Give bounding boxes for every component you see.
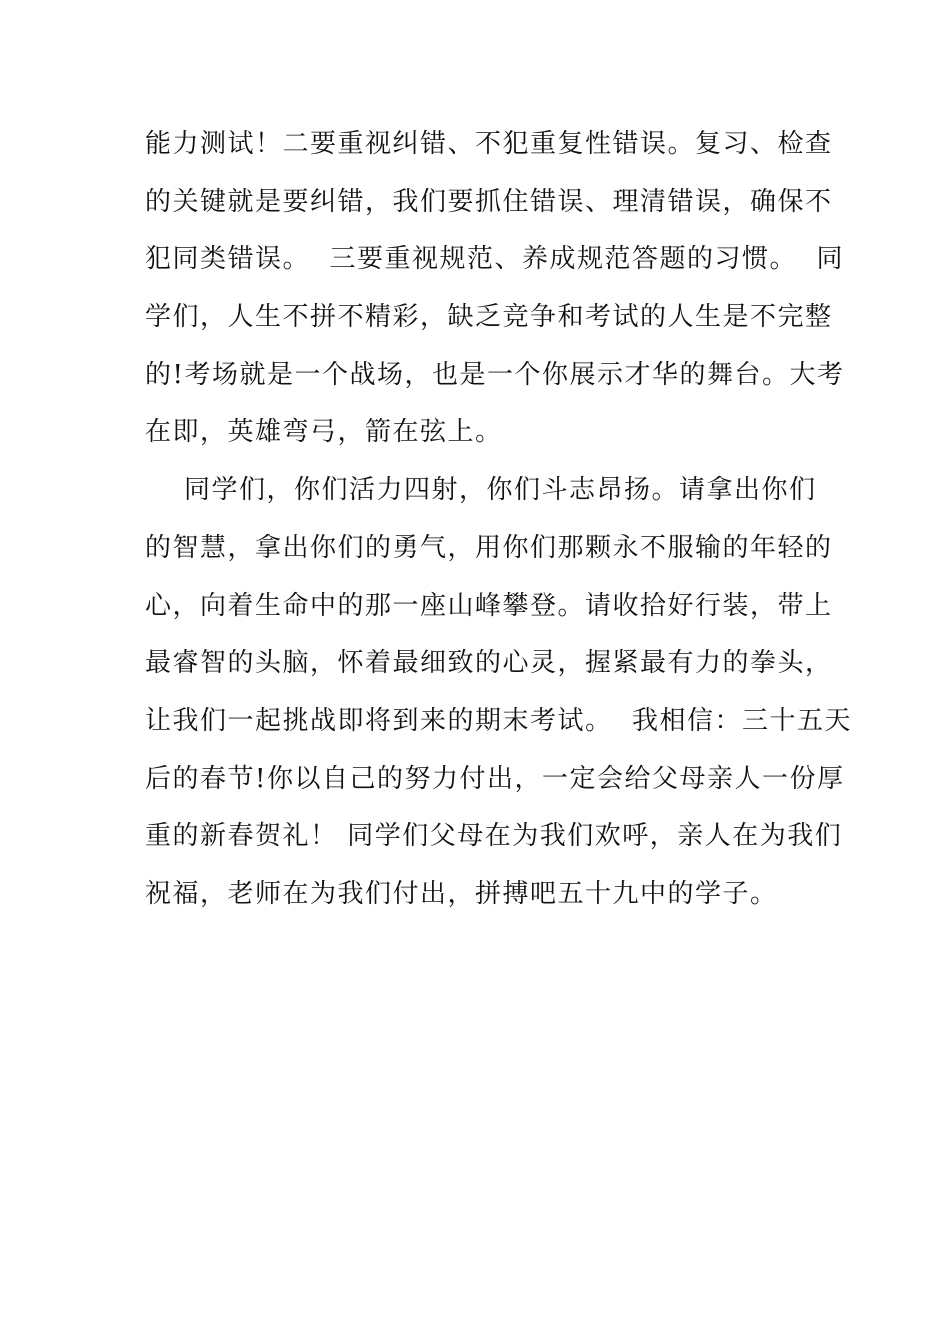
text-line: 在即，英雄弯弓，箭在弦上。	[145, 417, 503, 448]
paragraph-1	[145, 116, 845, 462]
text-line: 犯同类错误。 三要重视规范、养成规范答题的习惯。 同	[145, 244, 845, 275]
document-body	[145, 116, 853, 924]
text-line: 学们，人生不拼不精彩，缺乏竞争和考试的人生是不完整	[145, 302, 833, 333]
text-line: 的关键就是要纠错，我们要抓住错误、理清错误，确保不	[145, 186, 833, 217]
text-line: 心，向着生命中的那一座山峰攀登。请收拾好行装，带上	[145, 590, 833, 621]
text-line: 能力测试！二要重视纠错、不犯重复性错误。复习、检查	[145, 129, 833, 159]
text-line: 后的春节!你以自己的努力付出，一定会给父母亲人一份厚	[145, 763, 845, 794]
text-line: 祝福，老师在为我们付出，拼搏吧五十九中的学子。	[145, 878, 778, 909]
text-line: 让我们一起挑战即将到来的期末考试。 我相信：三十五天	[145, 705, 853, 736]
text-line: 同学们，你们活力四射，你们斗志昂扬。请拿出你们	[145, 475, 817, 506]
text-line: 重的新春贺礼！ 同学们父母在为我们欢呼，亲人在为我们	[145, 821, 843, 852]
text-line: 的智慧，拿出你们的勇气，用你们那颗永不服输的年轻的	[145, 532, 833, 563]
text-line: 最睿智的头脑，怀着最细致的心灵，握紧最有力的拳头，	[145, 648, 833, 679]
text-line: 的!考场就是一个战场，也是一个你展示才华的舞台。大考	[145, 359, 845, 390]
paragraph-2	[145, 462, 853, 924]
